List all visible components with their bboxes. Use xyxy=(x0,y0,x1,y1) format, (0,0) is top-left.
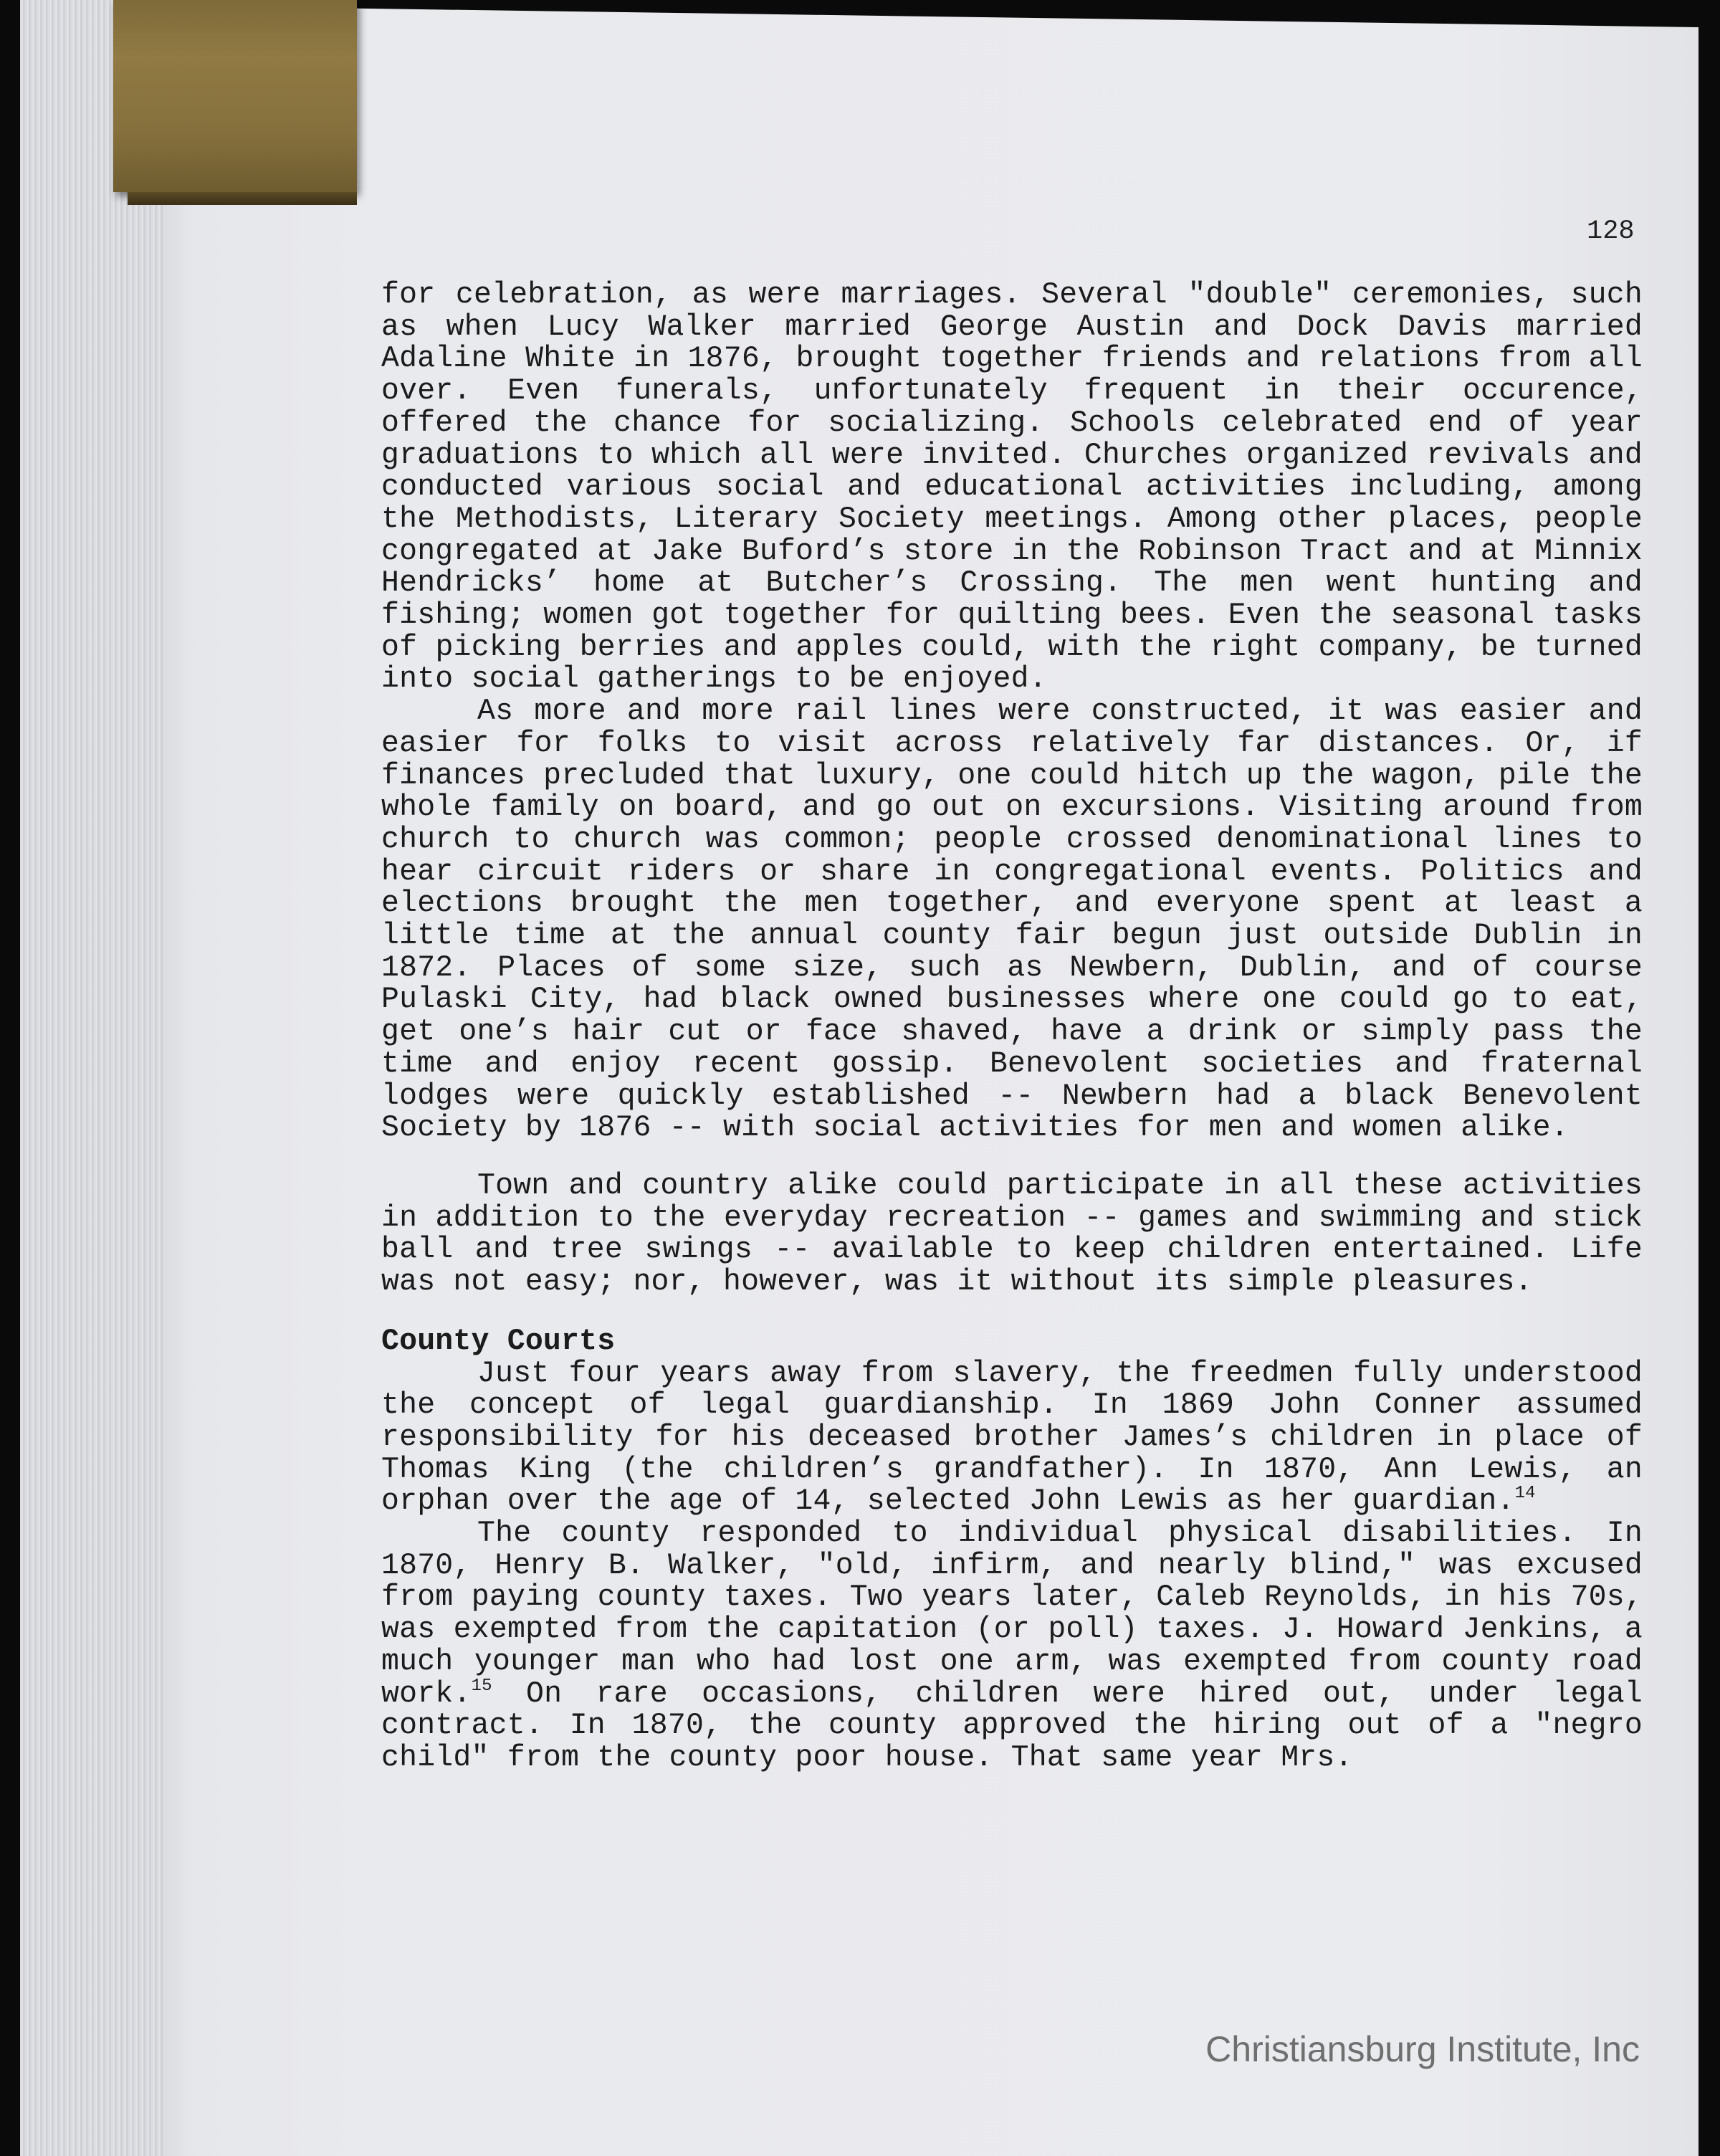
page-clip xyxy=(113,0,357,192)
paragraph-guardianship xyxy=(381,1358,1643,1519)
section-heading: County Courts xyxy=(381,1324,616,1358)
paragraph-disabilities xyxy=(381,1518,1643,1775)
disabilities-text-part2: On rare occasions, children were hired out, under legal contract. In 1870, the county approved the hiring out of a "negro child" from the county poor house. That same year Mrs. xyxy=(381,1676,1643,1775)
guardianship-text: Just four years away from slavery, the freedmen fully understood the concept of legal guardianship. In 1869 John Conner assumed responsibility for his deceased brother James’s children in place of Thomas King (the children’s grandfather). In 1870, Ann Lewis, an orphan over the age of 14, selected John Lewis as her guardian. xyxy=(381,1356,1643,1519)
paragraph-celebrations: for celebration, as were marriages. Several "double" ceremonies, such as when Lucy Walker married George Austin and Dock Davis married Adaline White in 1876, brought together friends and relations from all over. Even funerals, unfortunately frequent in their occurence, offered the chance for socializing. Schools celebrated end of year graduations to which all were invited. Churches organized revivals and conducted various social and educational activities including, among the Methodists, Literary Society meetings. Among other places, people congregated at Jake Buford’s store in the Robinson Tract and at Minnix Hendricks’ home at Butcher’s Crossing. The men went hunting and fishing; women got together for quilting bees. Even the seasonal tasks of picking berries and apples could, with the right company, be turned into social gatherings to be enjoyed. xyxy=(381,278,1643,697)
footnote-ref-14: 14 xyxy=(1514,1484,1536,1504)
paragraph-rail-lines: As more and more rail lines were constructed, it was easier and easier for folks to visit across relatively far distances. Or, if finances precluded that luxury, one could hitch up the wagon, pile the whole family on board, and go out on excursions. Visiting around from church to church was common; people crossed denominational lines to hear circuit riders or share in congregational events. Politics and elections brought the men together, and everyone spent at least a little time at the annual county fair begun just outside Dublin in 1872. Places of some size, such as Newbern, Dublin, and of course Pulaski City, had black owned businesses where one could go to eat, get one’s hair cut or face shaved, have a drink or simply pass the time and enjoy recent gossip. Benevolent societies and fraternal lodges were quickly established -- Newbern had a black Benevolent Society by 1876 -- with social activities for men and women alike. xyxy=(381,695,1643,1145)
paragraph-town-and-country: Town and country alike could participate in all these activities in addition to the everyday recreation -- games and swimming and stick ball and tree swings -- available to keep children entertained. Life was not easy; nor, however, was it without its simple pleasures. xyxy=(381,1168,1643,1299)
watermark: Christiansburg Institute, Inc xyxy=(1205,2029,1640,2069)
page-number: 128 xyxy=(1587,216,1635,247)
footnote-ref-15: 15 xyxy=(471,1676,492,1696)
disabilities-text-part1: The county responded to individual physical disabilities. In 1870, Henry B. Walker, "old, infirm, and nearly blind," was excused from paying county taxes. Two years later, Caleb Reynolds, in his 70s, was exempted from the capitation (or poll) taxes. J. Howard Jenkins, a much younger man who had lost one arm, was exempted from county road work. xyxy=(381,1517,1643,1711)
body-text xyxy=(381,280,1643,1775)
